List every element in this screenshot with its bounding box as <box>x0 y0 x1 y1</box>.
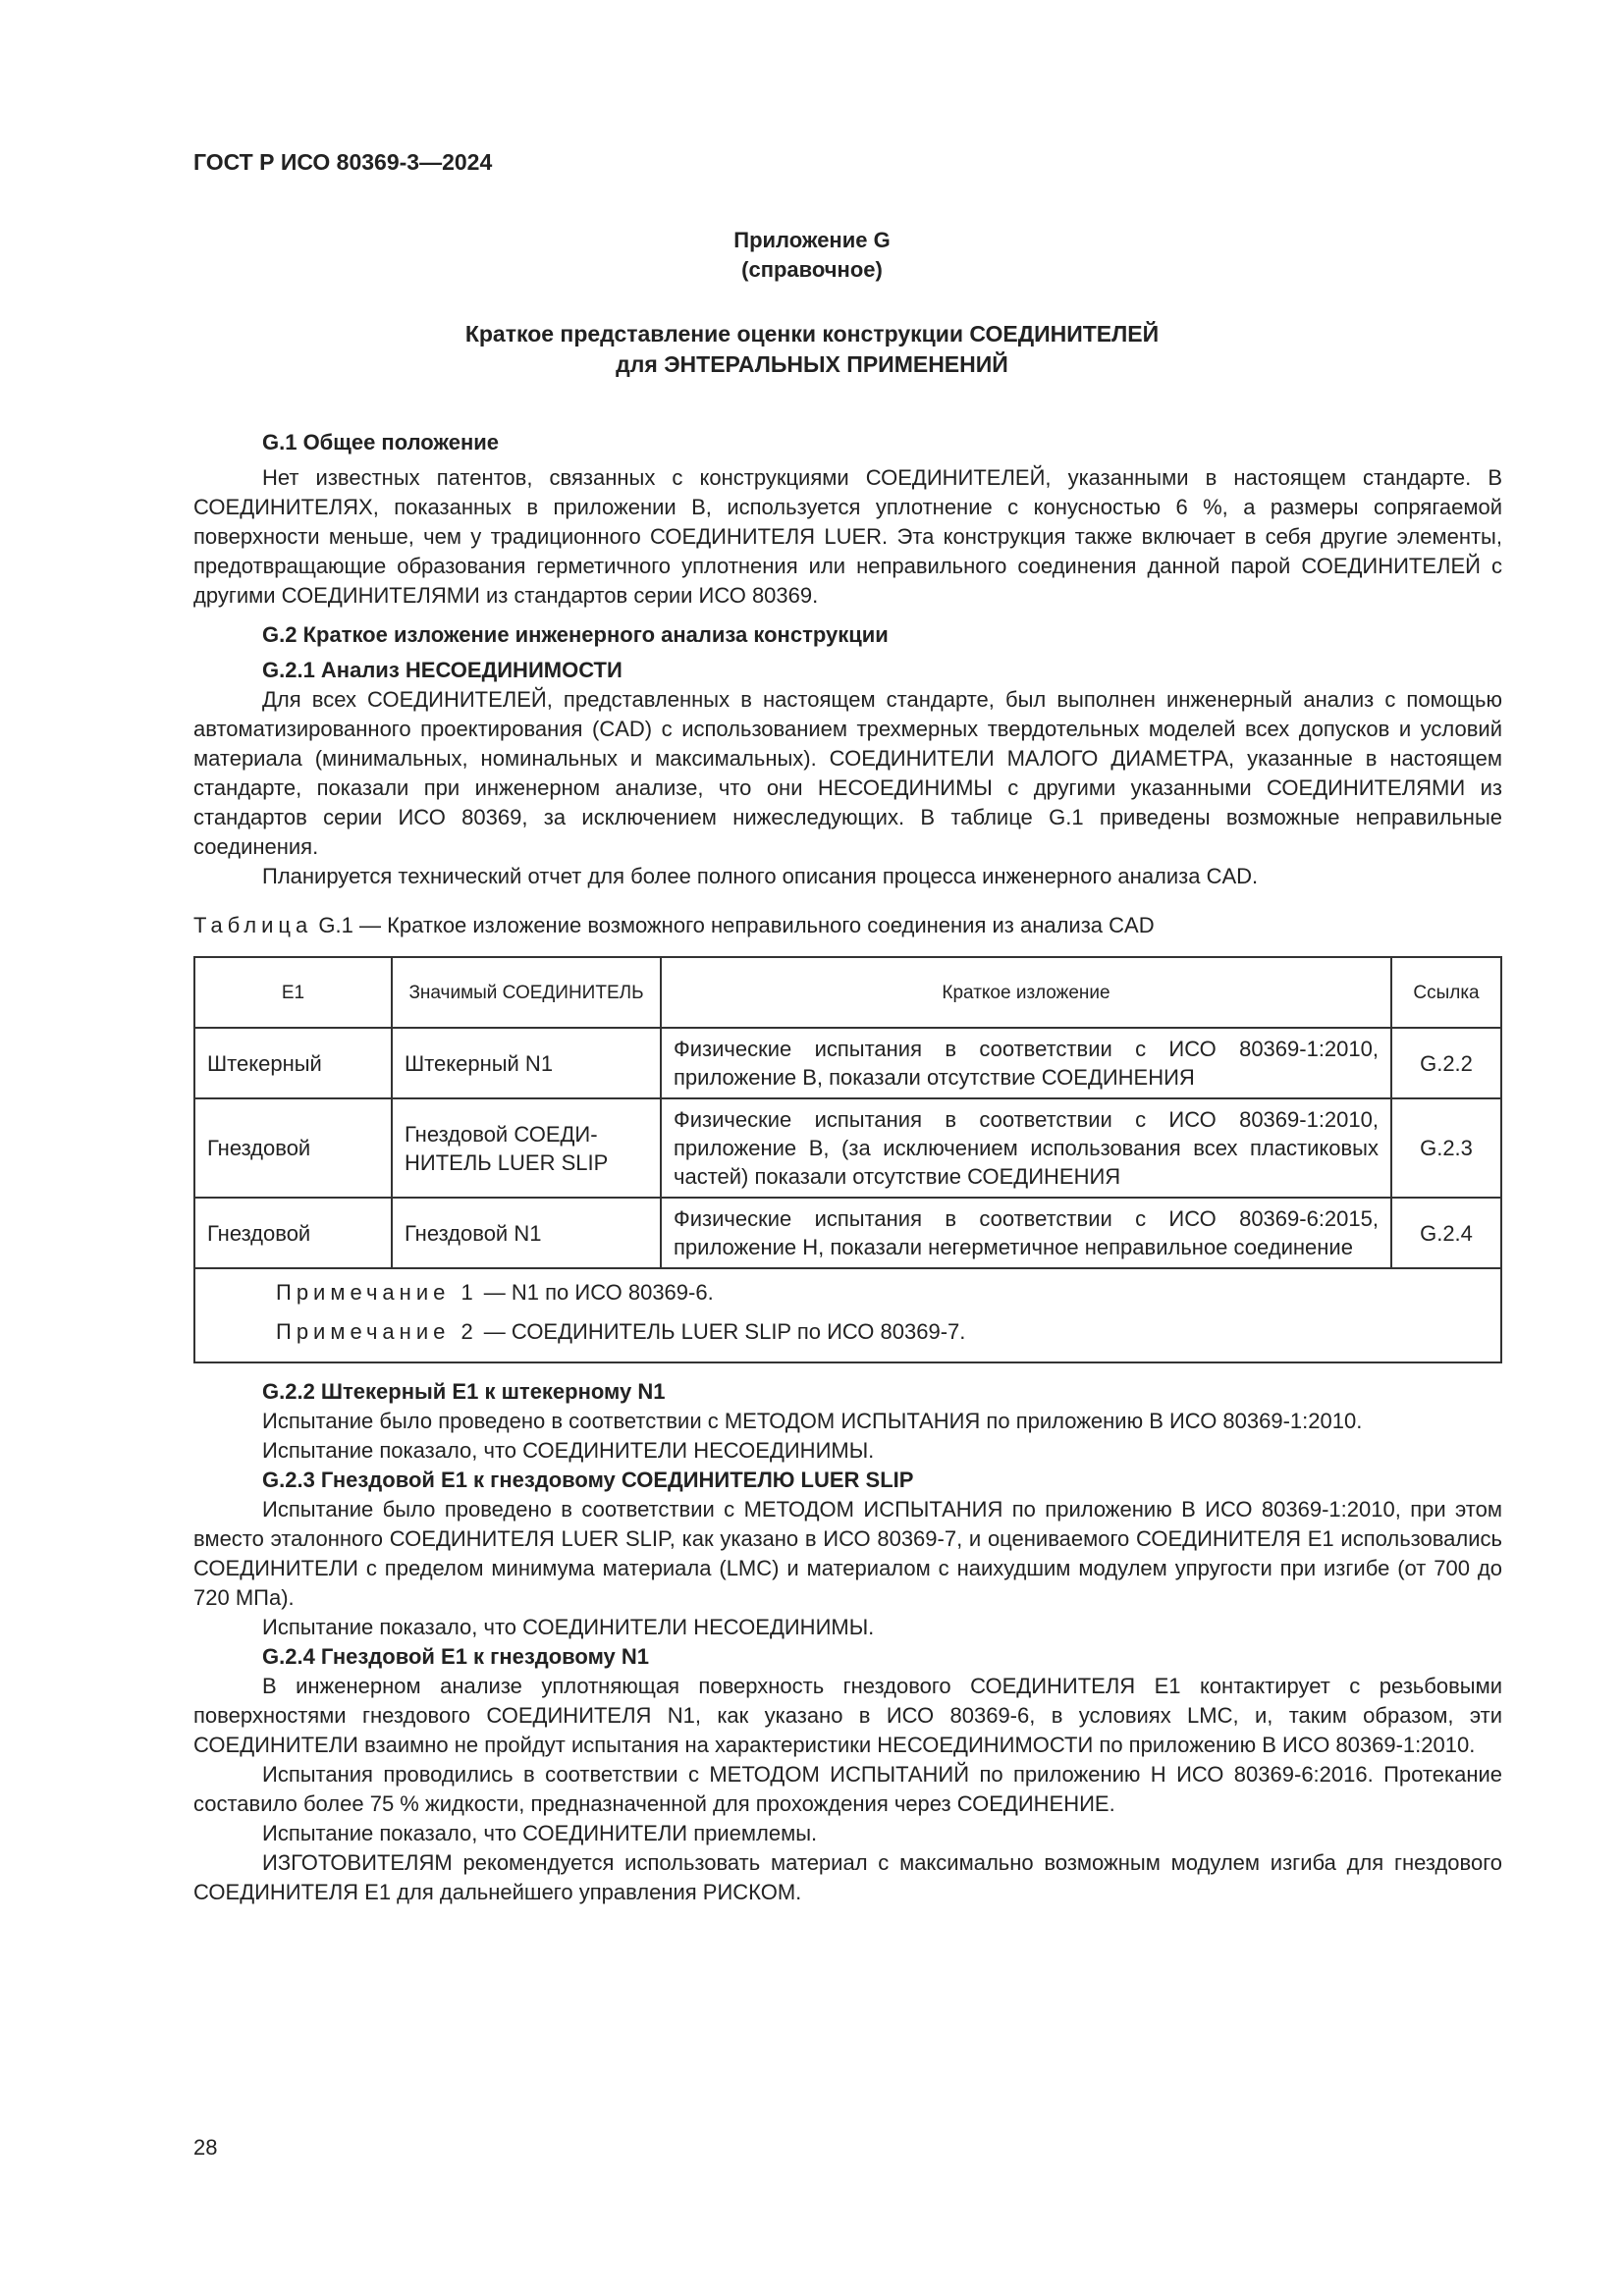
table-row <box>194 1198 1501 1268</box>
paragraph-g2-2-result: Испытание показало, что СОЕДИНИТЕЛИ НЕСОЕДИНИМЫ. <box>262 1438 875 1463</box>
paragraph-g2-4-result: Испытание показало, что СОЕДИНИТЕЛИ приемлемы. <box>262 1821 818 1845</box>
table-row <box>194 1098 1501 1198</box>
appendix-label: Приложение G <box>733 228 891 252</box>
table-cell-summary: Физические испытания в соответствии с ИСО 80369-1:2010, приложение B, (за исключением использования всех пластиковых частей) показали отсутствие СОЕДИНЕНИЯ <box>661 1098 1391 1198</box>
paragraph-g2-4-method: Испытания проводились в соответствии с МЕТОДОМ ИСПЫТАНИЙ по приложению H ИСО 80369-6:2016. Протекание составило более 75 % жидкости, предназначенной для прохождения через СОЕДИНЕНИЕ. <box>193 1762 1502 1816</box>
table-cell-reference: G.2.4 <box>1391 1198 1501 1268</box>
table-note-text: — N1 по ИСО 80369-6. <box>477 1280 714 1305</box>
table-header-e1: E1 <box>194 957 392 1028</box>
paragraph-g2-3-method: Испытание было проведено в соответствии с МЕТОДОМ ИСПЫТАНИЯ по приложению B ИСО 80369-1:2010, при этом вместо эталонного СОЕДИНИТЕЛЯ LUER SLIP, как указано в ИСО 80369-7, и оцениваемого СОЕДИНИТЕЛЯ E1 использовались СОЕДИНИТЕЛИ с пределом минимума материала (LMC) и материалом с наихудшим модулем упругости при изгибе (от 700 до 720 МПа). <box>193 1497 1502 1610</box>
table-header-connector: Значимый СОЕДИНИТЕЛЬ <box>392 957 661 1028</box>
paragraph-g2-4-analysis: В инженерном анализе уплотняющая поверхность гнездового СОЕДИНИТЕЛЯ E1 контактирует с резьбовыми поверхностями гнездового СОЕДИНИТЕЛЯ N1, как указано в ИСО 80369-6, в условиях LMC, и, таким образом, эти СОЕДИНИТЕЛИ взаимно не пройдут испытания на характеристики НЕСОЕДИНИМОСТИ по приложению B ИСО 80369-1:2010. <box>193 1674 1502 1757</box>
table-cell-reference: G.2.3 <box>1391 1098 1501 1198</box>
table-cell-reference: G.2.2 <box>1391 1028 1501 1098</box>
document-body <box>193 428 1502 1907</box>
table-caption <box>193 911 1502 940</box>
section-heading-g2-3: G.2.3 Гнездовой E1 к гнездовому СОЕДИНИТЕЛЮ LUER SLIP <box>262 1468 914 1492</box>
table-cell-connector: Гнездовой СОЕДИ-НИТЕЛЬ LUER SLIP <box>392 1098 661 1198</box>
table-cell-e1: Штекерный <box>194 1028 392 1098</box>
table-cell-connector: Штекерный N1 <box>392 1028 661 1098</box>
paragraph-g2-4-recommendation: ИЗГОТОВИТЕЛЯМ рекомендуется использовать материал с максимально возможным модулем изгиба для гнездового СОЕДИНИТЕЛЯ E1 для дальнейшего управления РИСКОМ. <box>193 1850 1502 1904</box>
appendix-label-block <box>0 226 1624 285</box>
table-caption-text: G.1 — Краткое изложение возможного неправильного соединения из анализа CAD <box>312 913 1155 937</box>
table-header-summary: Краткое изложение <box>661 957 1391 1028</box>
table-note-2 <box>276 1316 1489 1348</box>
standard-designation: ГОСТ Р ИСО 80369-3—2024 <box>193 149 493 175</box>
table-header-row <box>194 957 1501 1028</box>
table-notes-row <box>194 1268 1501 1362</box>
misconnection-table <box>193 956 1502 1363</box>
paragraph-g2-1-report: Планируется технический отчет для более полного описания процесса инженерного анализа CAD. <box>262 864 1259 888</box>
section-heading-g2-1: G.2.1 Анализ НЕСОЕДИНИМОСТИ <box>262 658 623 682</box>
appendix-type: (справочное) <box>741 257 883 282</box>
table-note-text: — СОЕДИНИТЕЛЬ LUER SLIP по ИСО 80369-7. <box>477 1319 966 1344</box>
table-note-label: Примечание 1 <box>276 1280 478 1305</box>
section-heading-g2-2: G.2.2 Штекерный E1 к штекерному N1 <box>262 1379 666 1404</box>
table-note-label: Примечание 2 <box>276 1319 478 1344</box>
paragraph-g2-2-method: Испытание было проведено в соответствии с МЕТОДОМ ИСПЫТАНИЯ по приложению B ИСО 80369-1:2010. <box>262 1409 1363 1433</box>
section-heading-g1: G.1 Общее положение <box>262 430 500 454</box>
paragraph-g2-1: Для всех СОЕДИНИТЕЛЕЙ, представленных в настоящем стандарте, был выполнен инженерный анализ с помощью автоматизированного проектирования (CAD) с использованием трехмерных твердотельных моделей всех допусков и условий материала (минимальных, номинальных и максимальных). СОЕДИНИТЕЛИ МАЛОГО ДИАМЕТРА, указанные в настоящем стандарте, показали при инженерном анализе, что они НЕСОЕДИНИМЫ с другими указанными СОЕДИНИТЕЛЯМИ из стандартов серии ИСО 80369, за исключением нижеследующих. В таблице G.1 приведены возможные неправильные соединения. <box>193 687 1502 859</box>
table-cell-e1: Гнездовой <box>194 1098 392 1198</box>
table-note-1 <box>276 1277 1489 1308</box>
paragraph-g2-3-result: Испытание показало, что СОЕДИНИТЕЛИ НЕСОЕДИНИМЫ. <box>262 1615 875 1639</box>
appendix-title-line-1: Краткое представление оценки конструкции СОЕДИНИТЕЛЕЙ <box>464 321 1160 347</box>
table-notes <box>194 1268 1501 1362</box>
section-heading-g2-4: G.2.4 Гнездовой E1 к гнездовому N1 <box>262 1644 650 1669</box>
table-row <box>194 1028 1501 1098</box>
table-header-reference: Ссылка <box>1391 957 1501 1028</box>
table-cell-summary: Физические испытания в соответствии с ИСО 80369-6:2015, приложение H, показали негерметичное неправильное соединение <box>661 1198 1391 1268</box>
paragraph-g1: Нет известных патентов, связанных с конструкциями СОЕДИНИТЕЛЕЙ, указанными в настоящем стандарте. В СОЕДИНИТЕЛЯХ, показанных в приложении B, используется уплотнение с конусностью 6 %, а размеры сопрягаемой поверхности меньше, чем у традиционного СОЕДИНИТЕЛЯ LUER. Эта конструкция также включает в себя другие элементы, предотвращающие образования герметичного уплотнения или неправильного соединения данной парой СОЕДИНИТЕЛЕЙ с другими СОЕДИНИТЕЛЯМИ из стандартов серии ИСО 80369. <box>193 465 1502 608</box>
appendix-title-line-2: для ЭНТЕРАЛЬНЫХ ПРИМЕНЕНИЙ <box>616 351 1008 377</box>
table-cell-connector: Гнездовой N1 <box>392 1198 661 1268</box>
appendix-title <box>0 319 1624 380</box>
table-caption-label: Таблица <box>193 913 313 937</box>
table-cell-summary: Физические испытания в соответствии с ИСО 80369-1:2010, приложение B, показали отсутствие СОЕДИНЕНИЯ <box>661 1028 1391 1098</box>
page-number: 28 <box>193 2135 218 2160</box>
table-cell-e1: Гнездовой <box>194 1198 392 1268</box>
section-heading-g2: G.2 Краткое изложение инженерного анализа конструкции <box>262 622 889 647</box>
